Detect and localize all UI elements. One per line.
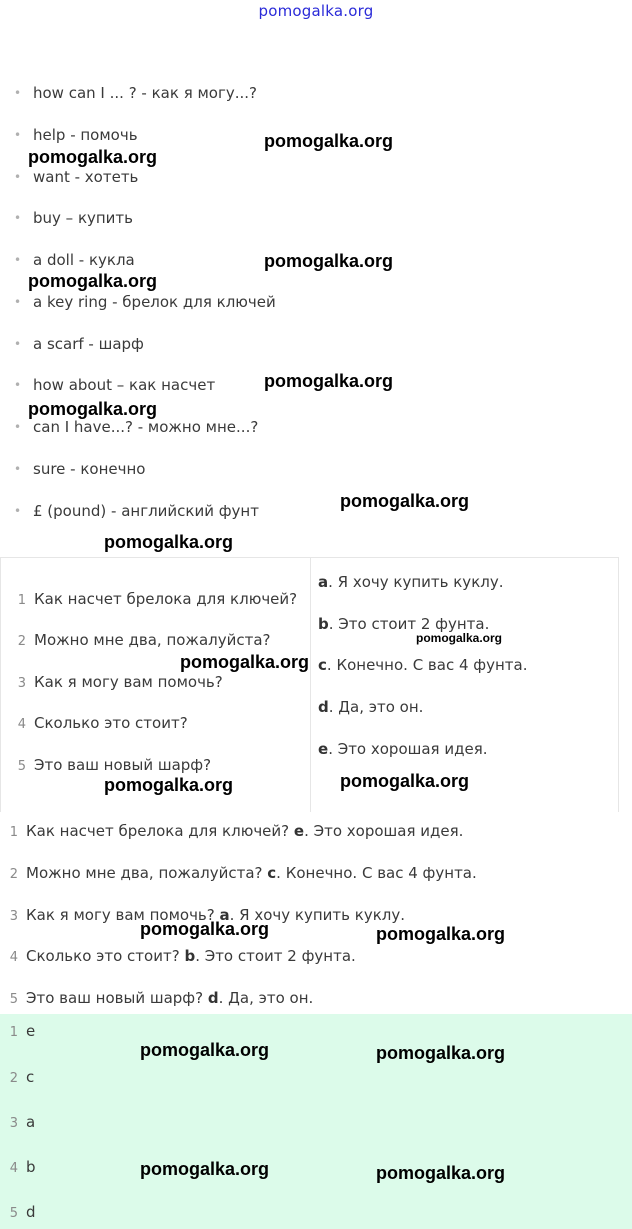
vocab-item: • a doll - кукла bbox=[14, 251, 135, 269]
question-row: 1 Как насчет брелока для ключей? bbox=[17, 590, 298, 608]
watermark: pomogalka.org bbox=[264, 251, 394, 271]
watermark: pomogalka.org bbox=[180, 652, 310, 672]
vocab-item: • can I have...? - можно мне...? bbox=[14, 418, 259, 436]
watermark: pomogalka.org bbox=[416, 631, 503, 645]
bullet-icon: • bbox=[14, 337, 22, 351]
answer-row: 2 c bbox=[9, 1068, 35, 1086]
option-row: e. Это хорошая идея. bbox=[318, 740, 488, 758]
watermark: pomogalka.org bbox=[376, 1043, 506, 1063]
watermark: pomogalka.org bbox=[104, 775, 234, 795]
watermark: pomogalka.org bbox=[28, 271, 158, 291]
vocab-item: • sure - конечно bbox=[14, 460, 146, 478]
vocab-item: • a key ring - брелок для ключей bbox=[14, 293, 276, 311]
bullet-icon: • bbox=[14, 253, 22, 267]
answer-row: 1 e bbox=[9, 1022, 36, 1040]
watermark-top: pomogalka.org bbox=[258, 2, 374, 20]
vocab-item: • how can I ... ? - как я могу...? bbox=[14, 84, 257, 102]
bullet-icon: • bbox=[14, 211, 22, 225]
bullet-icon: • bbox=[14, 462, 22, 476]
option-row: d. Да, это он. bbox=[318, 698, 424, 716]
question-row: 2 Можно мне два, пожалуйста? bbox=[17, 631, 271, 649]
option-row: b. Это стоит 2 фунта. bbox=[318, 615, 490, 633]
answer-row: 3 a bbox=[9, 1113, 36, 1131]
watermark: pomogalka.org bbox=[140, 919, 270, 939]
matched-row: 4 Сколько это стоит? b. Это стоит 2 фунта. bbox=[9, 947, 356, 965]
watermark: pomogalka.org bbox=[264, 371, 394, 391]
watermark: pomogalka.org bbox=[376, 924, 506, 944]
option-row: c. Конечно. С вас 4 фунта. bbox=[318, 656, 528, 674]
watermark: pomogalka.org bbox=[28, 147, 158, 167]
bullet-icon: • bbox=[14, 420, 22, 434]
watermark: pomogalka.org bbox=[140, 1040, 270, 1060]
question-row: 5 Это ваш новый шарф? bbox=[17, 756, 212, 774]
matched-row: 5 Это ваш новый шарф? d. Да, это он. bbox=[9, 989, 314, 1007]
vocab-item: • help - помочь bbox=[14, 126, 138, 144]
watermark: pomogalka.org bbox=[340, 491, 470, 511]
watermark: pomogalka.org bbox=[340, 771, 470, 791]
bullet-icon: • bbox=[14, 504, 22, 518]
matched-row: 1 Как насчет брелока для ключей? e. Это хорошая идея. bbox=[9, 822, 464, 840]
option-row: a. Я хочу купить куклу. bbox=[318, 573, 504, 591]
answer-key-panel bbox=[0, 1014, 632, 1229]
question-row: 4 Сколько это стоит? bbox=[17, 714, 188, 732]
vocab-item: • want - хотеть bbox=[14, 168, 139, 186]
vocab-item: • a scarf - шарф bbox=[14, 335, 144, 353]
bullet-icon: • bbox=[14, 128, 22, 142]
bullet-icon: • bbox=[14, 86, 22, 100]
watermark: pomogalka.org bbox=[28, 399, 158, 419]
matched-row: 3 Как я могу вам помочь? a. Я хочу купить куклу. bbox=[9, 906, 405, 924]
vocab-item: • buy – купить bbox=[14, 209, 134, 227]
bullet-icon: • bbox=[14, 295, 22, 309]
watermark: pomogalka.org bbox=[140, 1159, 270, 1179]
bullet-icon: • bbox=[14, 378, 22, 392]
answer-row: 4 b bbox=[9, 1158, 36, 1176]
vocab-item: • how about – как насчет bbox=[14, 376, 216, 394]
watermark: pomogalka.org bbox=[264, 131, 394, 151]
question-row: 3 Как я могу вам помочь? bbox=[17, 673, 223, 691]
bullet-icon: • bbox=[14, 170, 22, 184]
matching-divider bbox=[310, 557, 311, 812]
vocab-item: • £ (pound) - английский фунт bbox=[14, 502, 259, 520]
answer-row: 5 d bbox=[9, 1203, 36, 1221]
watermark: pomogalka.org bbox=[104, 532, 234, 552]
watermark: pomogalka.org bbox=[376, 1163, 506, 1183]
matched-row: 2 Можно мне два, пожалуйста? c. Конечно. С вас 4 фунта. bbox=[9, 864, 477, 882]
